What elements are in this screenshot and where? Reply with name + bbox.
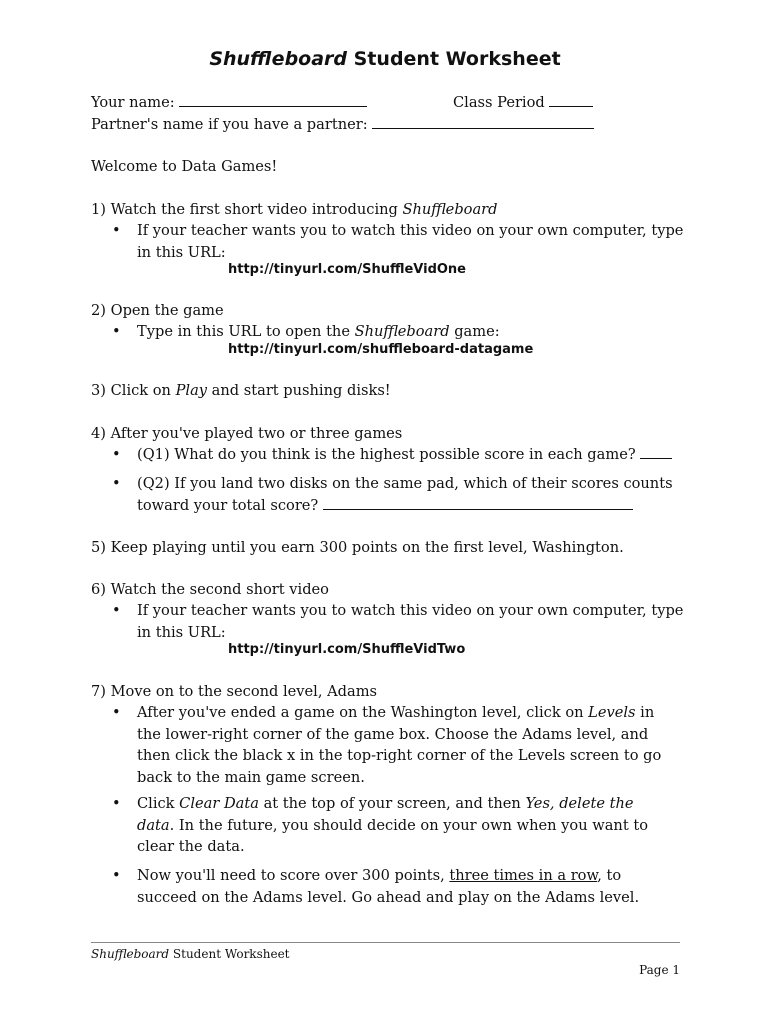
step-6-url: http://tinyurl.com/ShuffleVidTwo xyxy=(228,642,466,657)
partner-name-blank xyxy=(372,114,594,129)
bullet-icon: • xyxy=(112,704,121,721)
step-2-bullet: Type in this URL to open the Shuffleboard game: xyxy=(137,323,500,340)
q1-answer-blank xyxy=(640,444,672,459)
step-1-url: http://tinyurl.com/ShuffleVidOne xyxy=(228,262,466,277)
step-7-bullet-3: Now you'll need to score over 300 points, three times in a row, to succeed on the Adams level. Go ahead and play on the Adams level. xyxy=(137,867,640,906)
bullet-icon: • xyxy=(112,867,121,884)
step-6-bullet: If your teacher wants you to watch this video on your own computer, type in this URL: xyxy=(137,602,684,641)
step-2-heading: 2) Open the game xyxy=(91,302,224,319)
page-number: Page 1 xyxy=(639,963,680,977)
bullet-icon: • xyxy=(112,323,121,340)
class-period-blank xyxy=(549,92,593,107)
footer-title: Shuffleboard Student Worksheet xyxy=(91,947,290,961)
footer-divider xyxy=(91,942,680,943)
welcome-text: Welcome to Data Games! xyxy=(91,158,278,175)
bullet-icon: • xyxy=(112,222,121,239)
bullet-icon: • xyxy=(112,475,121,492)
page-title: Shuffleboard Student Worksheet xyxy=(209,48,561,70)
step-4-heading: 4) After you've played two or three games xyxy=(91,425,403,442)
partner-name-field: Partner's name if you have a partner: xyxy=(91,114,594,135)
bullet-icon: • xyxy=(112,446,121,463)
question-2: (Q2) If you land two disks on the same pad, which of their scores counts toward your total score? xyxy=(137,475,673,514)
step-1-heading: 1) Watch the first short video introducing Shuffleboard xyxy=(91,201,498,218)
step-2-url: http://tinyurl.com/shuffleboard-datagame xyxy=(228,342,534,357)
q2-answer-blank xyxy=(323,495,633,510)
bullet-icon: • xyxy=(112,795,121,812)
bullet-icon: • xyxy=(112,602,121,619)
step-7-bullet-1: After you've ended a game on the Washington level, click on Levels in the lower-right corner of the game box. Choose the Adams level, and then click the black x in the top-right corner of the Levels screen to go back to the main game screen. xyxy=(137,704,662,786)
step-3-heading: 3) Click on Play and start pushing disks! xyxy=(91,382,391,399)
question-1: (Q1) What do you think is the highest possible score in each game? xyxy=(137,444,697,466)
step-7-heading: 7) Move on to the second level, Adams xyxy=(91,683,378,700)
your-name-field: Your name: xyxy=(91,92,367,113)
step-6-heading: 6) Watch the second short video xyxy=(91,581,329,598)
step-7-bullet-2: Click Clear Data at the top of your screen, and then Yes, delete the data. In the future, you should decide on your own when you want to clear the data. xyxy=(137,795,648,855)
your-name-blank xyxy=(179,92,367,107)
step-1-bullet: If your teacher wants you to watch this video on your own computer, type in this URL: xyxy=(137,222,684,261)
class-period-field: Class Period xyxy=(453,92,593,113)
step-5-heading: 5) Keep playing until you earn 300 points on the first level, Washington. xyxy=(91,539,624,556)
